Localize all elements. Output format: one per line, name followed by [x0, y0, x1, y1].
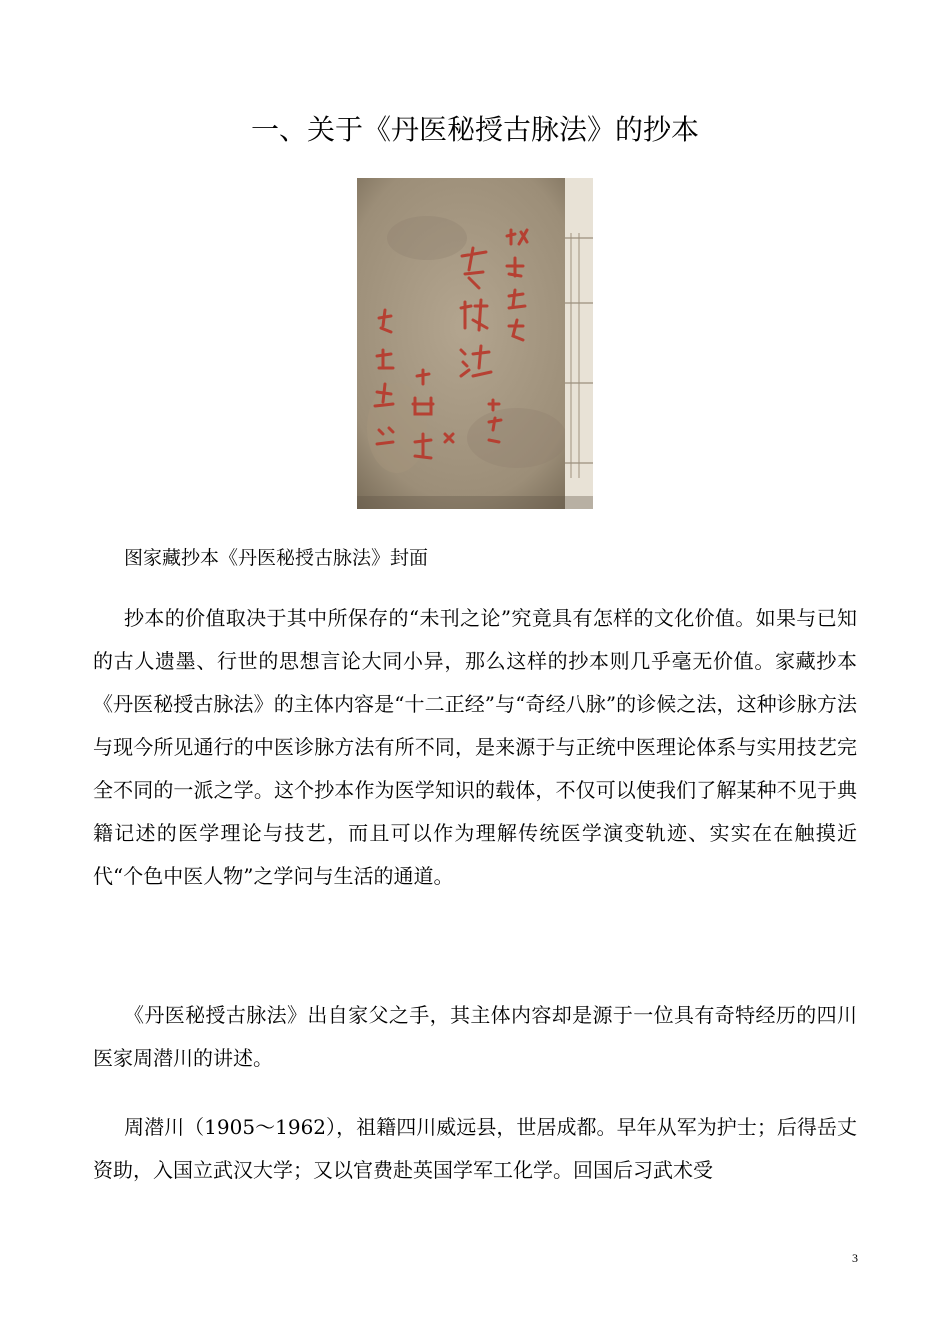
paragraph-1: 抄本的价值取决于其中所保存的“未刊之论”究竟具有怎样的文化价值。如果与已知的古人遗墨、行世的思想言论大同小异，那么这样的抄本则几乎毫无价值。家藏抄本《丹医秘授古脉法》的主体内容是“十二正经”与“奇经八脉”的诊候之法，这种诊脉方法与现今所见通行的中医诊脉方法有所不同，是来源于与正统中医理论体系与实用技艺完全不同的一派之学。这个抄本作为医学知识的载体，不仅可以使我们了解某种不见于典籍记述的医学理论与技艺，而且可以作为理解传统医学演变轨迹、实实在在触摸近代“个色中医人物”之学问与生活的通道。	[93, 606, 857, 888]
page-number: 3	[852, 1251, 858, 1265]
book-cover-illustration	[357, 178, 593, 509]
paragraph-3: 周潜川（1905～1962），祖籍四川威远县，世居成都。早年从军为护士；后得岳丈资助，入国立武汉大学；又以官费赴英国学军工化学。回国后习武术受	[93, 1115, 857, 1182]
section-title: 一、关于《丹医秘授古脉法》的抄本	[250, 113, 699, 146]
book-cover-photo	[357, 178, 593, 509]
paragraph-2: 《丹医秘授古脉法》出自家父之手，其主体内容却是源于一位具有奇特经历的四川医家周潜川的讲述。	[93, 1003, 857, 1070]
figure-caption: 图家藏抄本《丹医秘授古脉法》封面	[124, 547, 429, 569]
